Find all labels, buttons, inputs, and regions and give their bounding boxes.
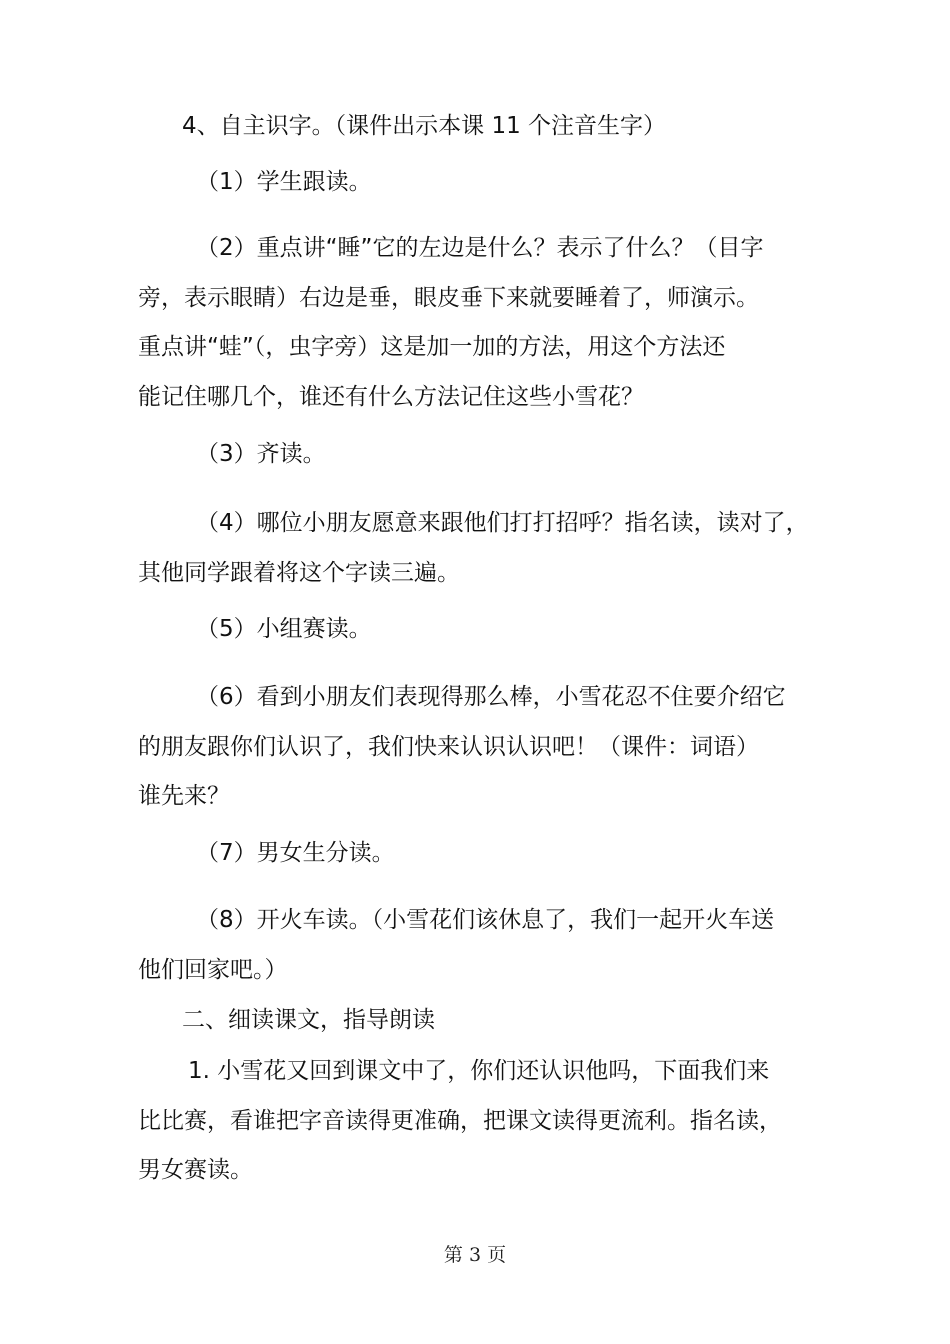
text-line: 4、自主识字。（课件出示本课 11 个注音生字） <box>182 113 667 139</box>
paragraph-step-7 <box>196 829 886 879</box>
paragraph-step-6 <box>138 673 828 822</box>
text-line: 谁先来？ <box>138 783 230 809</box>
text-line: （6）看到小朋友们表现得那么棒，小雪花忍不住要介绍它 <box>196 684 786 710</box>
text-line: （7）男女生分读。 <box>196 840 395 866</box>
paragraph-close-reading-1 <box>138 1047 828 1196</box>
text-line: 比比赛，看谁把字音读得更准确，把课文读得更流利。指名读， <box>138 1107 782 1134</box>
paragraph-self-literacy <box>182 102 872 152</box>
text-line: 其他同学跟着将这个字读三遍。 <box>138 559 460 586</box>
text-line: （5）小组赛读。 <box>196 616 372 642</box>
paragraph-step-5 <box>196 605 886 655</box>
text-line: 他们回家吧。） <box>138 956 288 983</box>
page-number-footer: 第 3 页 <box>443 1244 507 1266</box>
text-line: （4）哪位小朋友愿意来跟他们打打招呼？指名读，读对了， <box>196 510 809 536</box>
text-line: （8）开火车读。（小雪花们该休息了，我们一起开火车送 <box>196 907 775 933</box>
text-line: （1）学生跟读。 <box>196 169 372 195</box>
section-heading-close-reading <box>182 996 872 1046</box>
text-line: （2）重点讲“睡”它的左边是什么？表示了什么？（目字 <box>196 235 764 261</box>
paragraph-step-8 <box>138 896 828 995</box>
text-line: 二、细读课文，指导朗读 <box>182 1007 435 1033</box>
text-line: 的朋友跟你们认识了，我们快来认识认识吧！（课件：词语） <box>138 733 759 760</box>
paragraph-step-3 <box>196 430 886 480</box>
paragraph-step-1 <box>196 158 886 208</box>
text-line: 男女赛读。 <box>138 1157 253 1183</box>
text-line: （3）齐读。 <box>196 441 326 467</box>
text-line: 重点讲“蛙”（，虫字旁）这是加一加的方法，用这个方法还 <box>138 334 726 360</box>
text-line: 1. 小雪花又回到课文中了，你们还认识他吗，下面我们来 <box>188 1058 770 1084</box>
paragraph-step-4 <box>138 499 828 598</box>
text-line: 能记住哪几个，谁还有什么方法记住这些小雪花？ <box>138 383 644 410</box>
text-line: 旁，表示眼睛）右边是垂，眼皮垂下来就要睡着了，师演示。 <box>138 284 759 311</box>
paragraph-step-2 <box>138 224 828 422</box>
